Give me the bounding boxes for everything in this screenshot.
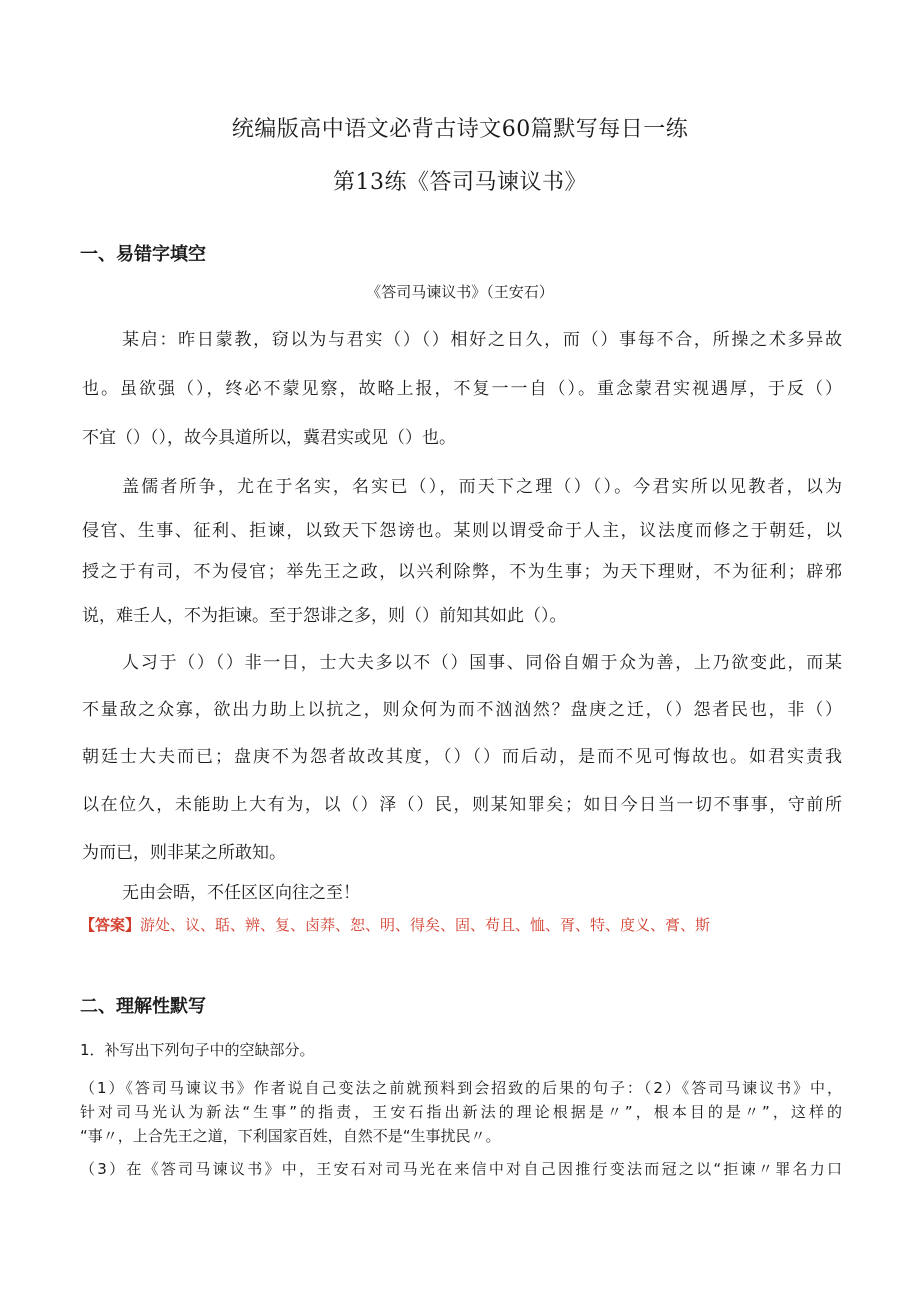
text-line: 说，难壬人，不为拒谏。至于怨诽之多，则（）前知其如此（）。 (82, 606, 567, 626)
answer-label: 【答案】 (80, 916, 141, 934)
section2-heading: 二、理解性默写 (80, 996, 206, 1017)
text-line: 朝廷士大夫而已；盘庚不为怨者故改其度，（）（）而后动，是而不见可悔故也。如君实责我 (82, 747, 842, 767)
section1-heading: 一、易错字填空 (80, 244, 206, 265)
question-line: （3）在《答司马谏议书》中，王安石对司马光在来信中对自己因推行变法而冠之以“拒谏〃罪名力口 (80, 1160, 842, 1178)
text-line: 侵官、生事、征利、拒谏，以致天下怨谤也。某则以谓受命于人主，议法度而修之于朝廷，以 (82, 521, 842, 541)
text-line: 也。虽欲强（），终必不蒙见察，故略上报，不复一一自（）。重念蒙君实视遇厚，于反（） (82, 379, 842, 399)
text-line: 为而已，则非某之所敢知。 (82, 843, 286, 863)
text-line: 人习于（）（）非一日，士大夫多以不（）国事、同俗自媚于众为善，上乃欲变此，而某 (122, 653, 842, 673)
text-line: 不量敌之众寡，欲出力助上以抗之，则众何为而不汹汹然？盘庚之迁，（）怨者民也，非（） (82, 700, 842, 720)
text-line: 某启：昨日蒙教，窃以为与君实（）（）相好之日久，而（）事每不合，所操之术多异故 (122, 330, 842, 350)
text-line: 无由会晤，不任区区向往之至！ (122, 883, 360, 903)
question-line: （1）《答司马谏议书》作者说自己变法之前就预料到会招致的后果的句子：（2）《答司马谏议书》中， (80, 1079, 842, 1097)
question-line: “事〃，上合先王之道，下利国家百姓，自然不是“生事扰民〃。 (80, 1127, 501, 1145)
document-title: 统编版高中语文必背古诗文60篇默写每日一练 (231, 117, 689, 142)
question-line: 针对司马光认为新法“生事”的指责，王安石指出新法的理论根据是〃”，根本目的是〃”，这样的 (80, 1103, 842, 1121)
text-line: 盖儒者所争，尤在于名实，名实已（），而天下之理（）（）。今君实所以见教者，以为 (122, 477, 842, 497)
text-line: 授之于有司，不为侵官；举先王之政，以兴利除弊，不为生事；为天下理财，不为征利；辟邪 (82, 562, 842, 582)
poem-title: 《答司马谏议书》（王安石） (366, 283, 554, 301)
answer-text: 游处、议、聒、辨、复、卤莽、恕、明、得矣、固、苟且、恤、胥、特、度义、膏、斯 (140, 916, 711, 934)
question-1: 1．补写出下列句子中的空缺部分。 (80, 1041, 315, 1059)
text-line: 不宜（）（），故今具道所以，冀君实或见（）也。 (82, 428, 456, 448)
text-line: 以在位久，未能助上大有为，以（）泽（）民，则某知罪矣；如日今日当一切不事事，守前所 (82, 795, 842, 815)
document-subtitle: 第13练《答司马谏议书》 (333, 170, 587, 195)
answer-line (80, 914, 710, 935)
